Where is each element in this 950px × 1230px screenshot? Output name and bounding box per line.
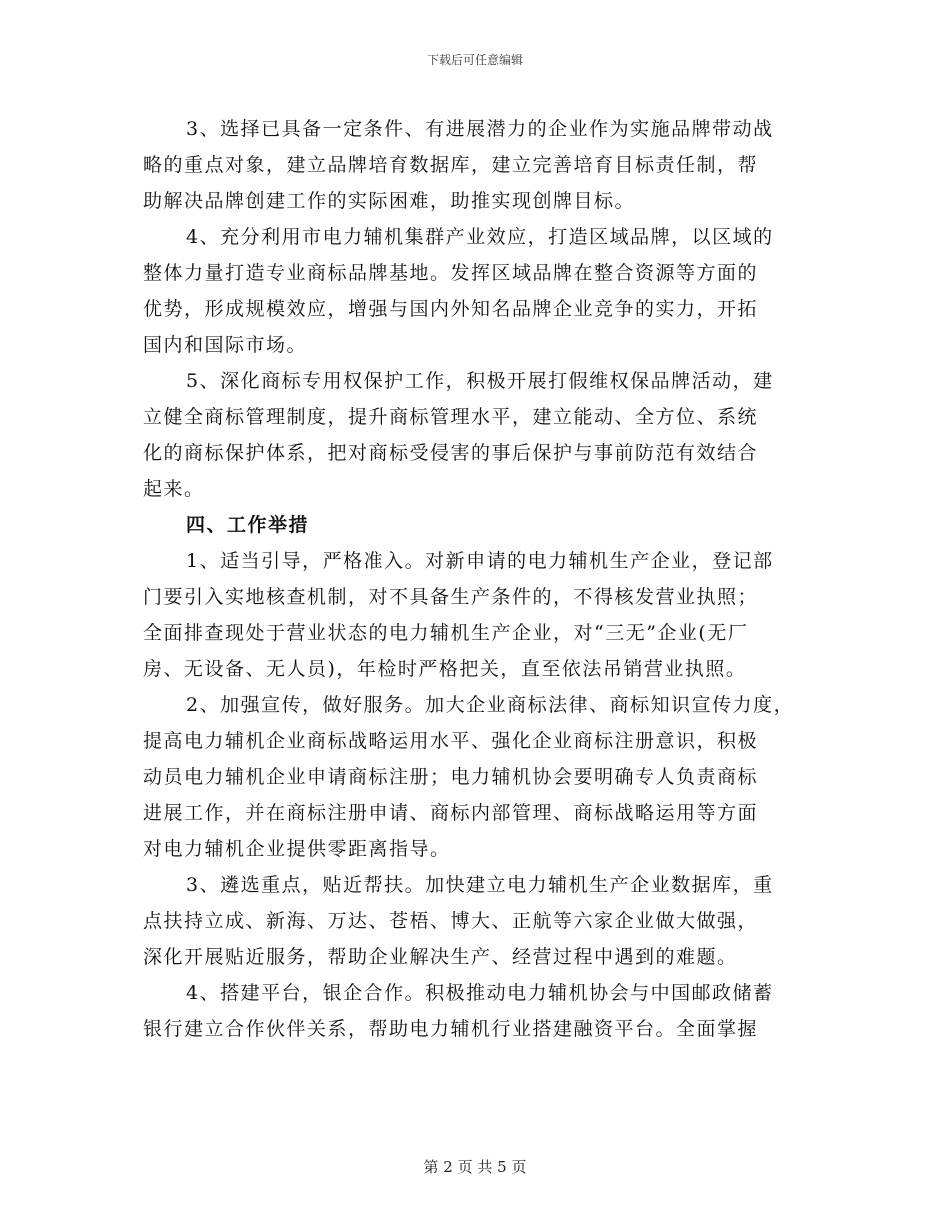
text-line: 立健全商标管理制度，提升商标管理水平，建立能动、全方位、系统	[143, 406, 759, 428]
text-line: 3、遴选重点，贴近帮扶。加快建立电力辅机生产企业数据库，重	[186, 874, 774, 896]
text-line: 1、适当引导，严格准入。对新申请的电力辅机生产企业，登记部	[186, 550, 774, 572]
text-line: 动员电力辅机企业申请商标注册；电力辅机协会要明确专人负责商标	[143, 766, 759, 788]
text-line: 优势，形成规模效应，增强与国内外知名品牌企业竞争的实力，开拓	[143, 298, 759, 320]
document-body	[143, 111, 823, 1047]
section-heading: 四、工作举措	[186, 514, 310, 536]
text-line: 整体力量打造专业商标品牌基地。发挥区域品牌在整合资源等方面的	[143, 262, 759, 284]
text-line: 全面排查现处于营业状态的电力辅机生产企业，对“三无”企业(无厂	[143, 622, 749, 644]
text-line: 对电力辅机企业提供零距离指导。	[143, 838, 451, 860]
text-line: 国内和国际市场。	[143, 334, 308, 356]
text-line: 2、加强宣传，做好服务。加大企业商标法律、商标知识宣传力度，	[186, 694, 795, 716]
page-header: 下载后可任意编辑	[426, 53, 523, 67]
text-line: 门要引入实地核查机制，对不具备生产条件的，不得核发营业执照；	[143, 586, 759, 608]
text-line: 房、无设备、无人员)，年检时严格把关，直至依法吊销营业执照。	[143, 658, 747, 680]
text-line: 3、选择已具备一定条件、有进展潜力的企业作为实施品牌带动战	[186, 118, 774, 140]
page-number-footer: 第 2 页 共 5 页	[423, 1158, 527, 1176]
text-line: 4、搭建平台，银企合作。积极推动电力辅机协会与中国邮政储蓄	[186, 982, 774, 1004]
text-line: 进展工作，并在商标注册申请、商标内部管理、商标战略运用等方面	[143, 802, 759, 824]
text-line: 银行建立合作伙伴关系，帮助电力辅机行业搭建融资平台。全面掌握	[143, 1018, 759, 1040]
text-line: 助解决品牌创建工作的实际困难，助推实现创牌目标。	[143, 190, 636, 212]
text-line: 起来。	[143, 478, 205, 500]
text-line: 点扶持立成、新海、万达、苍梧、博大、正航等六家企业做大做强，	[143, 910, 759, 932]
text-line: 略的重点对象，建立品牌培育数据库，建立完善培育目标责任制，帮	[143, 154, 759, 176]
text-line: 提高电力辅机企业商标战略运用水平、强化企业商标注册意识，积极	[143, 730, 759, 752]
text-line: 深化开展贴近服务，帮助企业解决生产、经营过程中遇到的难题。	[143, 946, 738, 968]
text-line: 4、充分利用市电力辅机集群产业效应，打造区域品牌，以区域的	[186, 226, 774, 248]
text-line: 化的商标保护体系，把对商标受侵害的事后保护与事前防范有效结合	[143, 442, 759, 464]
text-line: 5、深化商标专用权保护工作，积极开展打假维权保品牌活动，建	[186, 370, 774, 392]
